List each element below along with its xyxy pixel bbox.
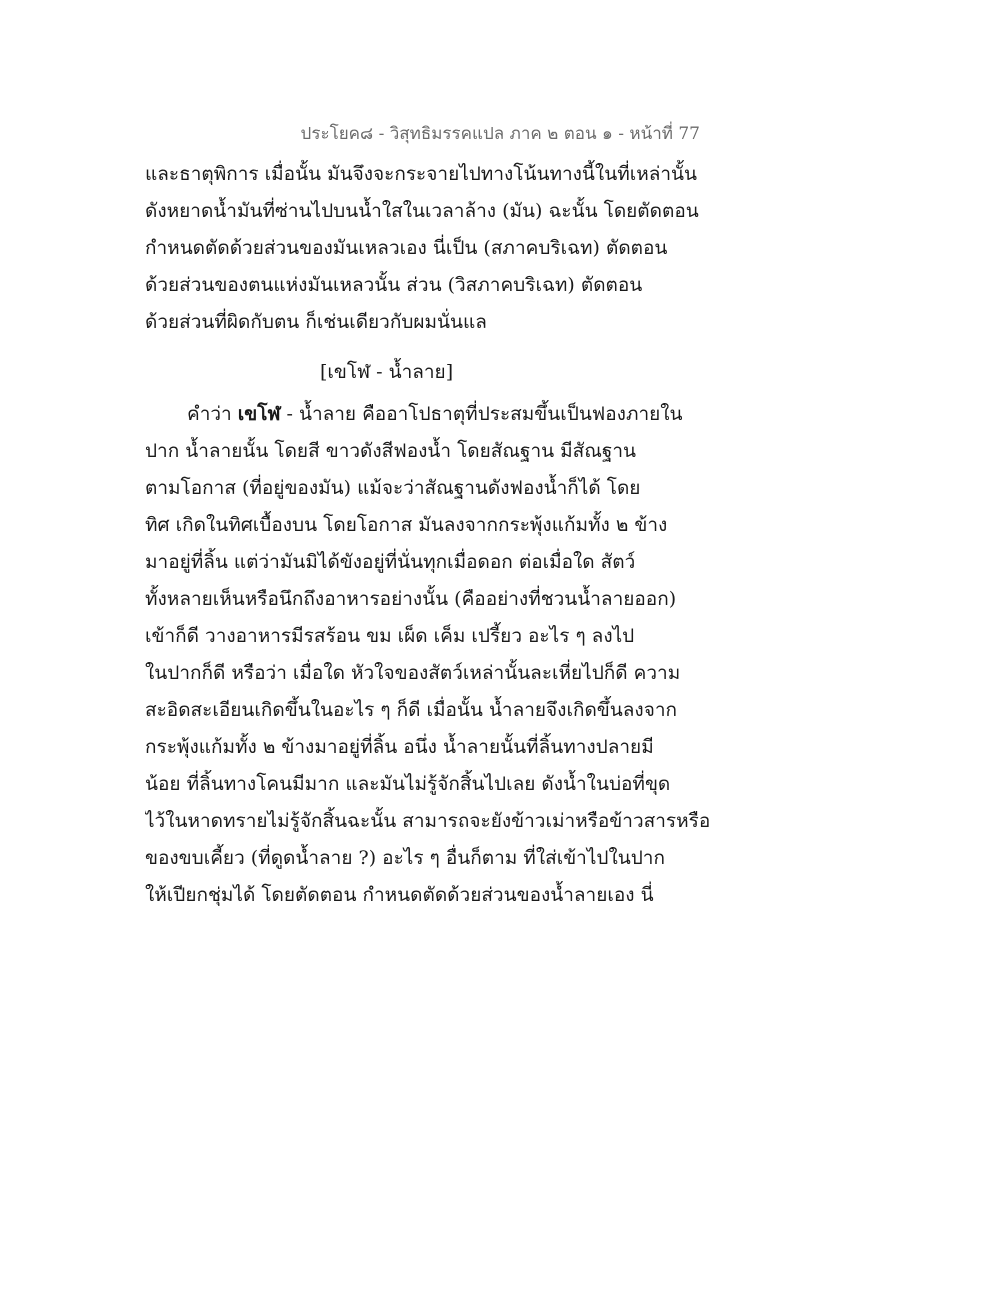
- text-line: ตามโอกาส (ที่อยู่ของมัน) แม้จะว่าสัณฐานดังฟองน้ำก็ได้ โดย: [145, 477, 641, 499]
- term-bold: เขโฬ: [237, 403, 281, 425]
- text-line: สะอิดสะเอียนเกิดขึ้นในอะไร ๆ ก็ดี เมื่อนั้น น้ำลายจึงเกิดขึ้นลงจาก: [145, 699, 677, 721]
- text-line: น้อย ที่ลิ้นทางโคนมีมาก และมันไม่รู้จักสิ้นไปเลย ดังน้ำในบ่อที่ขุด: [145, 773, 671, 795]
- text-line: ดังหยาดน้ำมันที่ซ่านไปบนน้ำใสในเวลาล้าง (มัน) ฉะนั้น โดยตัดตอน: [145, 200, 699, 222]
- text-line: ด้วยส่วนของตนแห่งมันเหลวนั้น ส่วน (วิสภาคบริเฉท) ตัดตอน: [145, 274, 643, 296]
- text-line: ไว้ในหาดทรายไม่รู้จักสิ้นฉะนั้น สามารถจะยังข้าวเม่าหรือข้าวสารหรือ: [145, 810, 710, 832]
- section-heading: [เขโฬ - น้ำลาย]: [320, 361, 454, 383]
- text-line: ทิศ เกิดในทิศเบื้องบน โดยโอกาส มันลงจากกระพุ้งแก้มทั้ง ๒ ข้าง: [145, 514, 668, 536]
- paragraph-2: [145, 396, 710, 914]
- text-line: ด้วยส่วนที่ผิดกับตน ก็เช่นเดียวกับผมนั่นแล: [145, 311, 487, 333]
- text-rest: - น้ำลาย คืออาโปธาตุที่ประสมขึ้นเป็นฟองภายใน: [280, 403, 683, 425]
- text-line: กระพุ้งแก้มทั้ง ๒ ข้างมาอยู่ที่ลิ้น อนึ่ง น้ำลายนั้นที่ลิ้นทางปลายมี: [145, 736, 654, 758]
- text-line: เข้าก็ดี วางอาหารมีรสร้อน ขม เผ็ด เค็ม เปรี้ยว อะไร ๆ ลงไป: [145, 625, 635, 647]
- text-line: มาอยู่ที่ลิ้น แต่ว่ามันมิได้ขังอยู่ที่นั่นทุกเมื่อดอก ต่อเมื่อใด สัตว์: [145, 551, 636, 573]
- text-line-first: [145, 396, 710, 433]
- text-line: ปาก น้ำลายนั้น โดยสี ขาวดังสีฟองน้ำ โดยสัณฐาน มีสัณฐาน: [145, 440, 637, 462]
- text-line: กำหนดตัดด้วยส่วนของมันเหลวเอง นี่เป็น (สภาคบริเฉท) ตัดตอน: [145, 237, 668, 259]
- text-line: ของขบเคี้ยว (ที่ดูดน้ำลาย ?) อะไร ๆ อื่นก็ตาม ที่ใส่เข้าไปในปาก: [145, 847, 665, 869]
- text-line: ให้เปียกชุ่มได้ โดยตัดตอน กำหนดตัดด้วยส่วนของน้ำลายเอง นี่: [145, 884, 654, 906]
- text-line: ในปากก็ดี หรือว่า เมื่อใด หัวใจของสัตว์เหล่านั้นละเหี่ยไปก็ดี ความ: [145, 662, 681, 684]
- text-line: และธาตุพิการ เมื่อนั้น มันจึงจะกระจายไปทางโน้นทางนี้ในที่เหล่านั้น: [145, 163, 698, 185]
- text-line: ทั้งหลายเห็นหรือนึกถึงอาหารอย่างนั้น (คืออย่างที่ชวนน้ำลายออก): [145, 588, 677, 610]
- text-prefix: คำว่า: [187, 403, 238, 425]
- paragraph-1: [145, 156, 710, 341]
- running-header: ประโยค๘ - วิสุทธิมรรคแปล ภาค ๒ ตอน ๑ - หน้าที่ 77: [300, 124, 700, 144]
